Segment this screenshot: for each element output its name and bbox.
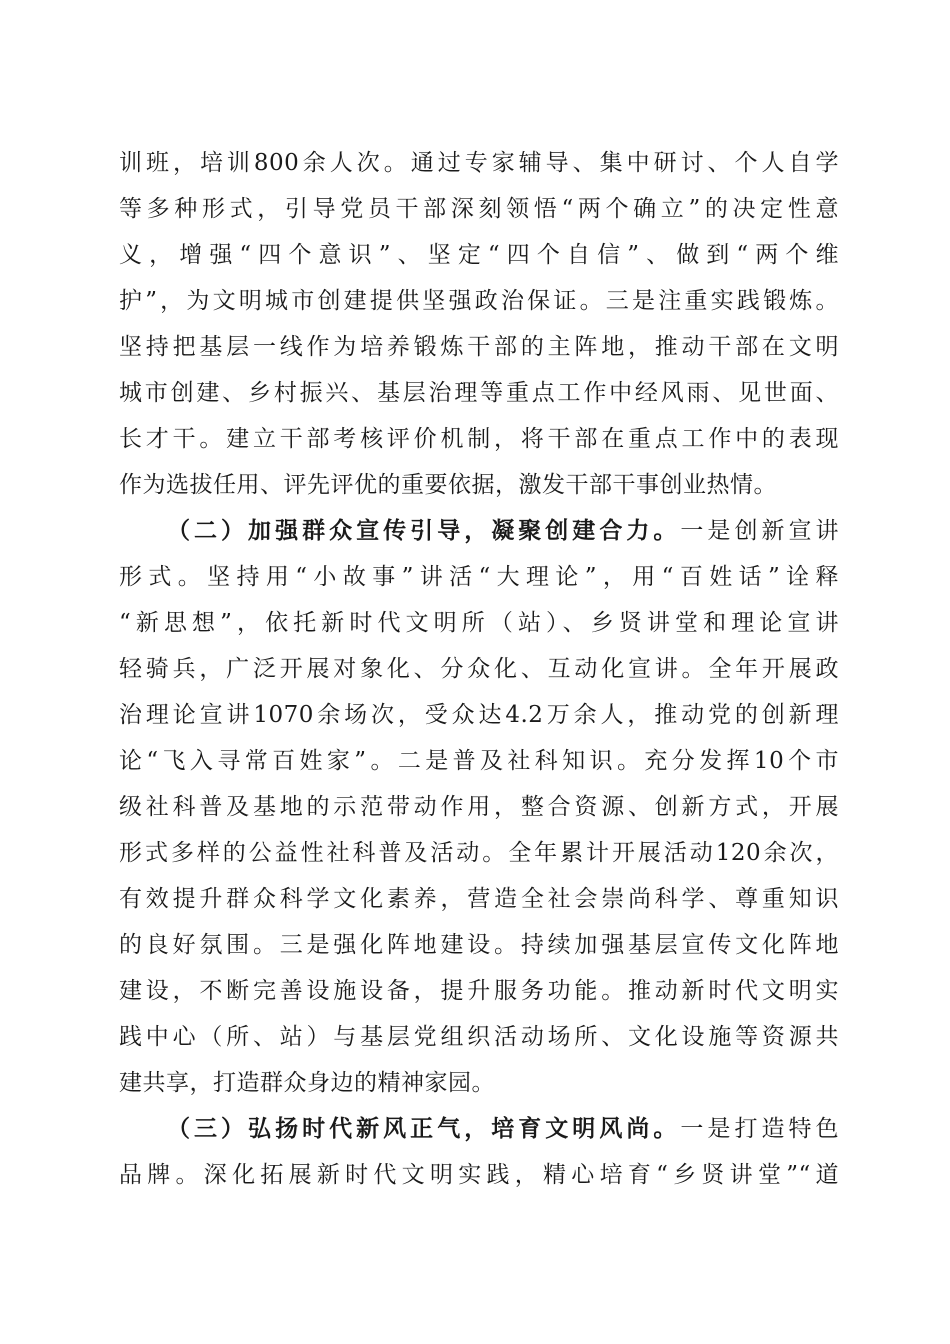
- text-line: 治理论宣讲1070余场次，受众达4.2万余人，推动党的创新理: [119, 702, 839, 728]
- text-line: 长才干。建立干部考核评价机制，将干部在重点工作中的表现: [119, 426, 839, 452]
- text-run: 一是创新宣讲: [680, 518, 839, 544]
- text-line: 护”，为文明城市创建提供坚强政治保证。三是注重实践锻炼。: [119, 288, 839, 314]
- text-line: 轻骑兵，广泛开展对象化、分众化、互动化宣讲。全年开展政: [119, 656, 839, 682]
- text-line: 坚持把基层一线作为培养锻炼干部的主阵地，推动干部在文明: [119, 334, 839, 360]
- paragraph-3: [119, 1106, 839, 1198]
- text-line: 建设，不断完善设施设备，提升服务功能。推动新时代文明实: [119, 978, 839, 1004]
- section-heading: （三）弘扬时代新风正气，培育文明风尚。: [167, 1115, 681, 1142]
- document-body: [119, 140, 839, 1198]
- paragraph-2: [119, 508, 839, 1106]
- text-line: “新思想”，依托新时代文明所（站）、乡贤讲堂和理论宣讲: [119, 610, 839, 636]
- text-line: 建共享，打造群众身边的精神家园。: [119, 1070, 495, 1096]
- text-line: 城市创建、乡村振兴、基层治理等重点工作中经风雨、见世面、: [119, 380, 839, 406]
- text-line: 形式多样的公益性社科普及活动。全年累计开展活动120余次，: [119, 840, 839, 866]
- paragraph-1: [119, 140, 839, 508]
- text-line: 的良好氛围。三是强化阵地建设。持续加强基层宣传文化阵地: [119, 932, 839, 958]
- text-line: 形式。坚持用“小故事”讲活“大理论”，用“百姓话”诠释: [119, 564, 839, 590]
- paragraph-first-line: [119, 508, 839, 554]
- text-line: 训班，培训800余人次。通过专家辅导、集中研讨、个人自学: [119, 150, 839, 176]
- text-line: 义，增强“四个意识”、坚定“四个自信”、做到“两个维: [119, 242, 839, 268]
- text-line: 论“飞入寻常百姓家”。二是普及社科知识。充分发挥10个市: [119, 748, 839, 774]
- text-line: 等多种形式，引导党员干部深刻领悟“两个确立”的决定性意: [119, 196, 839, 222]
- section-heading: （二）加强群众宣传引导，凝聚创建合力。: [167, 517, 681, 544]
- text-line: 践中心（所、站）与基层党组织活动场所、文化设施等资源共: [119, 1024, 839, 1050]
- paragraph-first-line: [119, 1106, 839, 1152]
- text-run: 一是打造特色: [680, 1116, 839, 1142]
- text-line: 作为选拔任用、评先评优的重要依据，激发干部干事创业热情。: [119, 472, 777, 498]
- text-line: 有效提升群众科学文化素养，营造全社会崇尚科学、尊重知识: [119, 886, 839, 912]
- text-line: 品牌。深化拓展新时代文明实践，精心培育“乡贤讲堂”“道: [119, 1162, 839, 1188]
- text-line: 级社科普及基地的示范带动作用，整合资源、创新方式，开展: [119, 794, 839, 820]
